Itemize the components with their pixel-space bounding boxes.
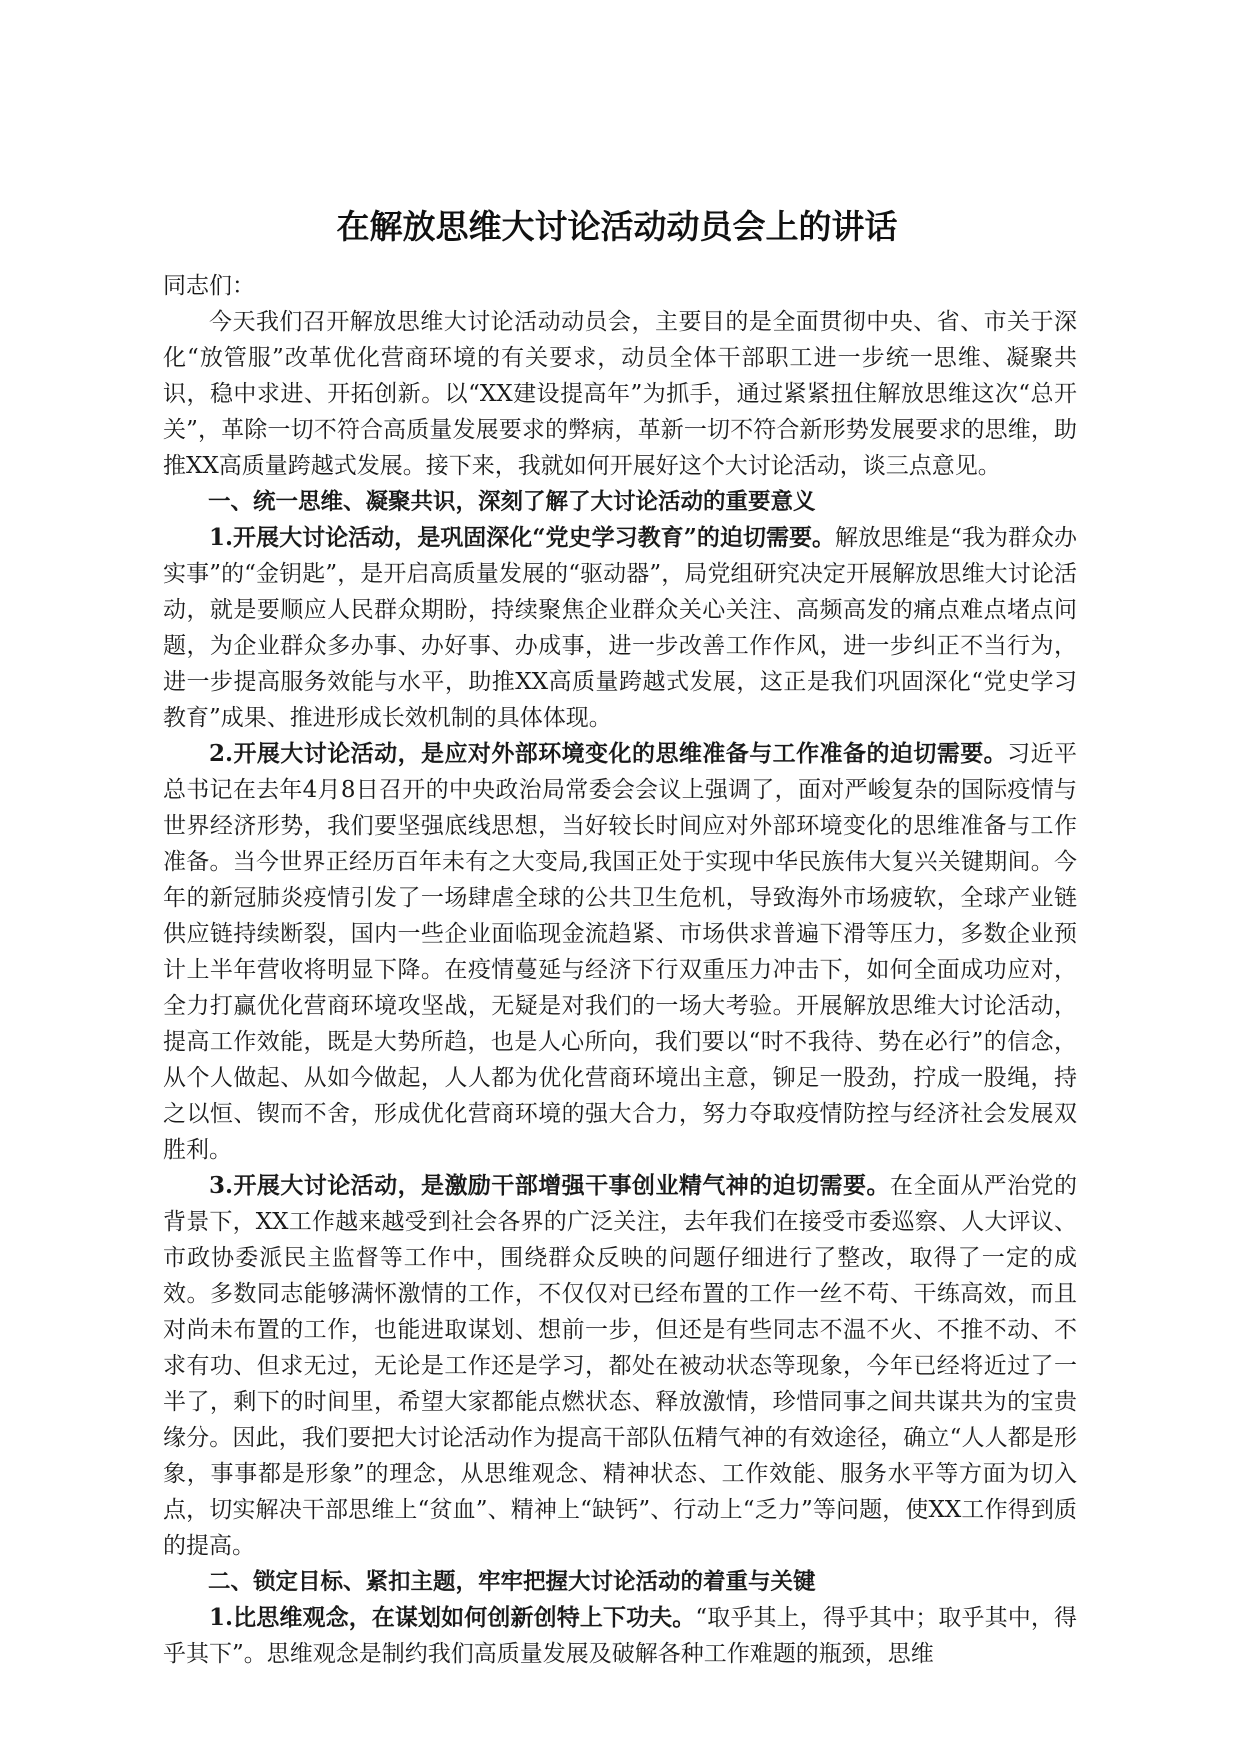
section-2-paragraph-1: [163, 1600, 1077, 1672]
section-2-paragraph-1-body: “取乎其上，得乎其中；取乎其中，得乎其下”。思维观念是制约我们高质量发展及破解各种工作难题的瓶颈，思维: [163, 1605, 1077, 1667]
section-1-heading: 一、统一思维、凝聚共识，深刻了解了大讨论活动的重要意义: [208, 489, 816, 515]
document-body: [163, 204, 1077, 1672]
section-2-paragraph-1-lead: 1.比思维观念，在谋划如何创新创特上下功夫。: [209, 1604, 696, 1631]
intro-paragraph: 今天我们召开解放思维大讨论活动动员会，主要目的是全面贯彻中央、省、市关于深化“放管服”改革优化营商环境的有关要求，动员全体干部职工进一步统一思维、凝聚共识，稳中求进、开拓创新。以“XX建设提高年”为抓手，通过紧紧扭住解放思维这次“总开关”，革除一切不符合高质量发展要求的弊病，革新一切不符合新形势发展要求的思维，助推XX高质量跨越式发展。接下来，我就如何开展好这个大讨论活动，谈三点意见。: [163, 309, 1077, 479]
section-1-paragraph-3-body: 在全面从严治党的背景下，XX工作越来越受到社会各界的广泛关注，去年我们在接受市委巡察、人大评议、市政协委派民主监督等工作中，围绕群众反映的问题仔细进行了整改，取得了一定的成效。多数同志能够满怀激情的工作，不仅仅对已经布置的工作一丝不苟、干练高效，而且对尚未布置的工作，也能进取谋划、想前一步，但还是有些同志不温不火、不推不动、不求有功、但求无过，无论是工作还是学习，都处在被动状态等现象，今年已经将近过了一半了，剩下的时间里，希望大家都能点燃状态、释放激情，珍惜同事之间共谋共为的宝贵缘分。因此，我们要把大讨论活动作为提高干部队伍精气神的有效途径，确立“人人都是形象，事事都是形象”的理念，从思维观念、精神状态、工作效能、服务水平等方面为切入点，切实解决干部思维上“贫血”、精神上“缺钙”、行动上“乏力”等问题，使XX工作得到质的提高。: [163, 1173, 1077, 1559]
section-1-paragraph-1-body: 解放思维是“我为群众办实事”的“金钥匙”，是开启高质量发展的“驱动器”，局党组研究决定开展解放思维大讨论活动，就是要顺应人民群众期盼，持续聚焦企业群众关心关注、高频高发的痛点难点堵点问题，为企业群众多办事、办好事、办成事，进一步改善工作作风，进一步纠正不当行为，进一步提高服务效能与水平，助推XX高质量跨越式发展，这正是我们巩固深化“党史学习教育”成果、推进形成长效机制的具体体现。: [163, 525, 1077, 731]
section-1-paragraph-3-lead: 3.开展大讨论活动，是激励干部增强干事创业精气神的迫切需要。: [209, 1172, 890, 1199]
section-1-paragraph-2: [163, 736, 1077, 1168]
section-2-heading: 二、锁定目标、紧扣主题，牢牢把握大讨论活动的着重与关键: [208, 1569, 816, 1595]
document-title: 在解放思维大讨论活动动员会上的讲话: [336, 207, 898, 246]
section-1-paragraph-3: [163, 1168, 1077, 1564]
section-1-paragraph-1: [163, 520, 1077, 736]
section-1-paragraph-2-body: 习近平总书记在去年4月8日召开的中央政治局常委会会议上强调了，面对严峻复杂的国际疫情与世界经济形势，我们要坚强底线思想，当好较长时间应对外部环境变化的思维准备与工作准备。当今世界正经历百年未有之大变局,我国正处于实现中华民族伟大复兴关键期间。今年的新冠肺炎疫情引发了一场肆虐全球的公共卫生危机，导致海外市场疲软，全球产业链供应链持续断裂，国内一些企业面临现金流趋紧、市场供求普遍下滑等压力，多数企业预计上半年营收将明显下降。在疫情蔓延与经济下行双重压力冲击下，如何全面成功应对，全力打赢优化营商环境攻坚战，无疑是对我们的一场大考验。开展解放思维大讨论活动，提高工作效能，既是大势所趋，也是人心所向，我们要以“时不我待、势在必行”的信念，从个人做起、从如今做起，人人都为优化营商环境出主意，铆足一股劲，拧成一股绳，持之以恒、锲而不舍，形成优化营商环境的强大合力，努力夺取疫情防控与经济社会发展双胜利。: [163, 741, 1077, 1163]
section-1-paragraph-1-lead: 1.开展大讨论活动，是巩固深化“党史学习教育”的迫切需要。: [209, 524, 836, 551]
section-1-paragraph-2-lead: 2.开展大讨论活动，是应对外部环境变化的思维准备与工作准备的迫切需要。: [209, 740, 1008, 767]
salutation: 同志们：: [163, 273, 255, 299]
